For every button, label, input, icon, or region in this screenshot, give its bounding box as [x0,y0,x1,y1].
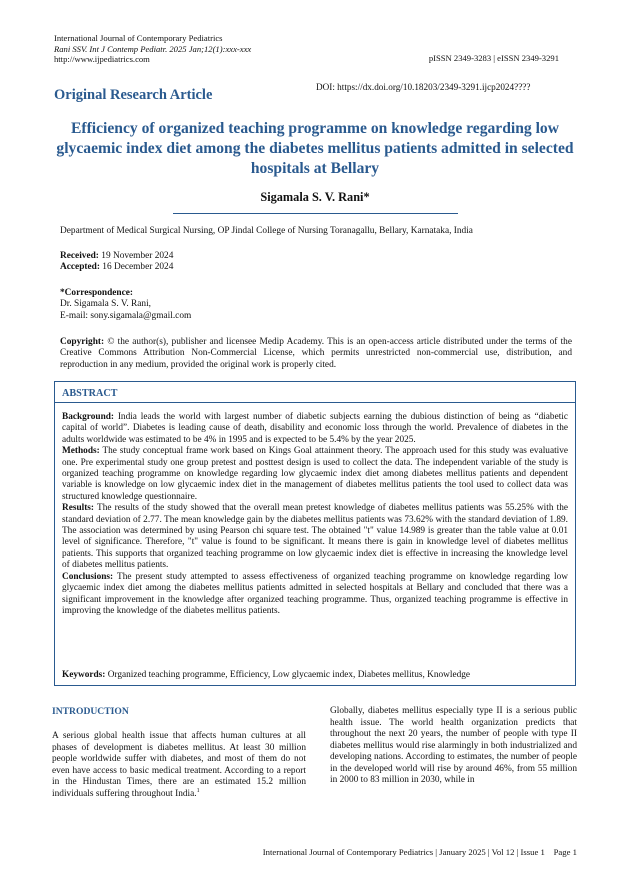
doi-link[interactable]: DOI: https://dx.doi.org/10.18203/2349-3291.ijcp2024???? [316,82,531,92]
copyright-notice [60,337,572,371]
running-header [54,33,251,65]
abstract-background [62,412,568,446]
accepted-label: Accepted: [60,262,100,273]
affiliation: Department of Medical Surgical Nursing, OP Jindal College of Nursing Toranagallu, Bellary, Karnataka, India [60,226,473,236]
background-text: India leads the world with largest number of diabetic subjects earning the dubious distinction of being as “diabetic capital of world”. Diabetes is leading cause of death, disability and economic loss through the world. Prevalence of diabetes in the adults worldwide was estimated to be 4% in 1995 and is expected to be 5.4% by the year 2025. [62,412,568,445]
correspondence-block [60,288,191,322]
intro-paragraph-2: Globally, diabetes mellitus especially type II is a serious public health issue. The world health organization predicts that throughout the next 20 years, the number of people with type II diabetes mellitus would rise alarmingly in both industrialized and developing nations. According to estimates, the number of people in the developed world will rise by around 46%, from 55 million in 2000 to 83 million in 2030, while in [330,706,577,785]
keywords-label: Keywords: [62,670,106,680]
journal-url[interactable]: http://www.ijpediatrics.com [54,54,150,64]
correspondence-email[interactable]: E-mail: sony.sigamala@gmail.com [60,310,192,321]
article-title: Efficiency of organized teaching programme on knowledge regarding low glycaemic index diet among the diabetes mellitus patients admitted in selected hospitals at Bellary [56,120,574,177]
article-type: Original Research Article [54,87,213,103]
intro-paragraph-1: A serious global health issue that affects human cultures at all phases of development is diabetes mellitus. At least 30 million people worldwide suffer with diabetes, and most of them do not even have access to basic medical treatment. According to a report in the Hindustan Times, there are an estimated 15.2 million individuals suffering throughout India. [52,731,306,799]
methods-text: The study conceptual frame work based on Kings Goal attainment theory. The approach used for this study was evaluative one. Pre experimental study one group pretest and posttest design is used to collect the data. The independent variable of the study is organized teaching programme on knowledge regarding low glycaemic index diet among diabetes mellitus patients and dependent variable is knowledge on low glycaemic index diet in the management of diabetes mellitus patients the tool used to collect data was structured knowledge questionnaire. [62,446,569,502]
keywords-text: Organized teaching programme, Efficiency, Low glycaemic index, Diabetes mellitus, Knowledge [107,670,471,680]
title-divider [173,213,458,214]
results-label: Results: [62,503,95,514]
abstract-results [62,503,568,571]
citation-line: Rani SSV. Int J Contemp Pediatr. 2025 Jan;12(1):xxx-xxx [54,43,252,54]
conclusions-text: The present study attempted to assess effectiveness of organized teaching programme on knowledge regarding low glycaemic index diet among the diabetes mellitus patients admitted in selected hospitals at Bellary and concluded that there was a significant improvement in the knowledge after organized teaching programme. Thus, organized teaching programme is effective in improving the knowledge of the diabetes mellitus patients. [62,571,568,616]
accepted-date: 16 December 2024 [102,262,174,273]
abstract-heading: ABSTRACT [62,388,118,399]
abstract-body [62,412,568,617]
introduction-heading: INTRODUCTION [52,706,129,717]
reference-marker[interactable]: 1 [196,787,200,794]
issn-line: pISSN 2349-3283 | eISSN 2349-3291 [428,53,559,63]
conclusions-label: Conclusions: [62,571,114,582]
correspondence-label: *Correspondence: [60,288,134,298]
background-label: Background: [62,412,115,422]
keywords [62,670,470,680]
introduction-column-2 [330,706,577,787]
copyright-label: Copyright: [60,337,105,347]
journal-name: International Journal of Contemporary Pediatrics [54,33,223,43]
methods-label: Methods: [62,446,100,457]
correspondence-name: Dr. Sigamala S. V. Rani, [60,299,152,310]
author-name: Sigamala S. V. Rani* [260,190,370,204]
dates-block [60,251,173,274]
abstract-methods [62,446,568,503]
introduction-column-1 [52,731,306,800]
abstract-conclusions [62,572,568,618]
results-text: The results of the study showed that the overall mean pretest knowledge of diabetes mellitus patients was 55.25% with the standard deviation of 2.77. The mean knowledge gain by the diabetes mellitus patients was 73.62% with the standard deviation of 1.89. The association was determined by using Pearson chi square test. The obtained "t" value 14.989 is greater than the table value at 0.01 level of significance. Therefore, "t" value is found to be significant. It means there is gain in knowledge level of diabetes mellitus patients. This supports that organized teaching programme on low glycaemic index diet is effective in increasing the knowledge level of diabetes mellitus patients. [62,503,568,571]
received-date: 19 November 2024 [101,251,174,261]
abstract-divider [55,402,575,403]
received-label: Received: [60,251,99,261]
page-footer: International Journal of Contemporary Pediatrics | January 2025 | Vol 12 | Issue 1 Page 1 [262,847,577,857]
copyright-text: © the author(s), publisher and licensee Medip Academy. This is an open-access article distributed under the terms of the Creative Commons Attribution Non-Commercial License, which permits unrestricted non-commercial use, distribution, and reproduction in any medium, provided the original work is properly cited. [60,337,572,370]
